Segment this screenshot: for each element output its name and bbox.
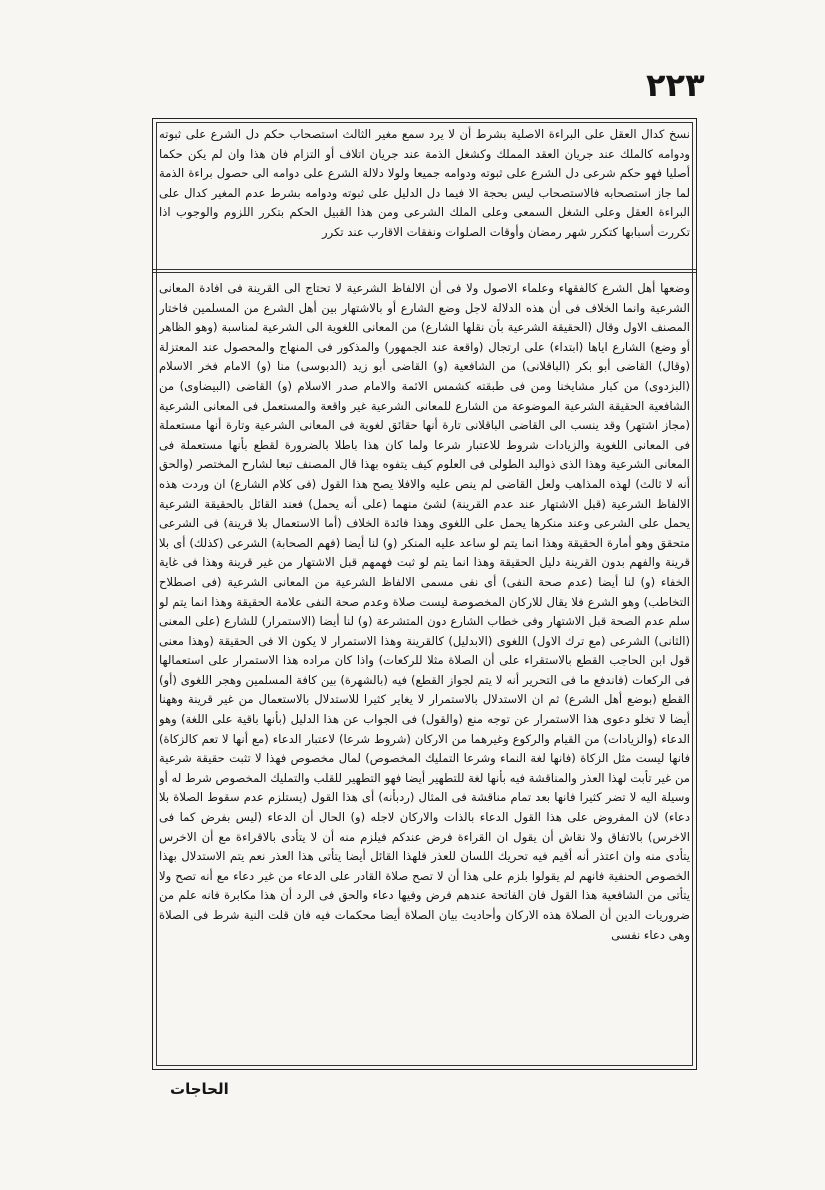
page-frame (152, 118, 697, 1070)
page-number: ٢٢٣ (646, 66, 705, 104)
divider (153, 269, 696, 270)
text-block: نسخ كدال العقل على البراءة الاصلية بشرط أن لا يرد سمع مغير الثالث استصحاب حكم دل الشرع على ثبوته ودوامه كالملك عند جريان العقد المملك وكشغل الذمة عند جريان اتلاف أو التزام فان هذا وان لم يكن حكما أصليا فهو حكم شرعى دل الشرع على ثبوته ودوامه جميعا ولولا دلالة الشرع على دوامه الى حصول براءة الذمة لما جاز استصحابه فالاستصحاب ليس بحجة الا فيما دل الدليل على ثبوته ودوامه بشرط عدم المغير كدال على البراءة العقل وعلى الشغل السمعى وعلى الملك الشرعى ومن هذا القبيل الحكم بتكرر اللزوم والوجوب اذا تكررت أسبابها كتكرر شهر رمضان وأوقات الصلوات ونفقات الاقارب عند تكرر (159, 127, 690, 239)
catchword: الحاجات (170, 1080, 229, 1098)
text-block: وضعها أهل الشرع كالفقهاء وعلماء الاصول ولا فى أن الالفاظ الشرعية لا تحتاج الى القرينة فى افادة المعانى الشرعية وانما الخلاف فى أن هذه الدلالة لاجل وضع الشارع أو بالاشتهار بين أهل الشرع من المسلمين فاختار المصنف الاول وقال (الحقيقة الشرعية بأن نقلها الشارع) من المعانى اللغوية الى الشرعية لمناسبة (وهو الظاهر أو وضع) الشارع اياها (ابتداء) على ارتجال (واقعة عند الجمهور) والمذكور فى المنهاج والمحصول عند المعتزلة (وقال) القاضى أبو بكر (الباقلانى) من الشافعية (و) القاضى أبو زيد (الدبوسى) منا (و) الامام فخر الاسلام (البزدوى) من كبار مشايخنا ومن فى طبقته كشمس الائمة والامام صدر الاسلام (و) القاضى (البيضاوى) من الشافعية الحقيقة الشرعية الموضوعة من الشارع للمعانى الشرعية غير واقعة والمستعمل فى المعانى الشرعية (مجاز اشتهر) وقد ينسب الى القاضى الباقلانى تارة أنها حقائق لغوية فى المعانى الشرعية وتارة أنها مستعملة فى المعانى اللغوية والزيادات شروط للاعتبار شرعا ولما كان هذا باطلا بالضرورة لقطع بأنها مستعملة فى المعانى الشرعية وهذا الذى ذوالبد الطولى فى العلوم كيف يتفوه بهذا قال المصنف تبعا لشارح المختصر (والحق أنه لا ثالث) لهذه المذاهب ولعل القاضى لم ينص عليه والافلا يصح هذا القول (فى كلام الشارع) ان وردت هذه الالفاظ الشرعية (قبل الاشتهار عند عدم القرينة) لشئ منهما (على أنه يحمل) فعند القائل بالحقيقة الشرعية يحمل على الشرعى وعند منكرها يحمل على اللغوى وهذا فائدة الخلاف (أما الاستعمال بلا قرينة) فى الشرعى متحقق وهو أمارة الحقيقة وهذا انما يتم لو ساعد عليه المنكر (و) لنا أيضا (فهم الصحابة) الشرعى (كذلك) أى بلا قرينة والفهم بدون القرينة دليل الحقيقة وهذا انما يتم لو ثبت فهمهم قبل الاشتهار من غير قرينة وهذا فى غاية الخفاء (و) لنا أيضا (عدم صحة النفى) أى نفى مسمى الالفاظ الشرعية من المعانى الشرعية (فى اصطلاح التخاطب) وهو الشرع فلا يقال للاركان المخصوصة ليست صلاة وعدم صحة النفى علامة الحقيقة وهذا انما يتم لو سلم عدم الصحة قبل الاشتهار وفى خطاب الشارع دون المتشرعة (و) لنا أيضا (الاستمرار) للشارع (على المعنى (الثانى) الشرعى (مع ترك الاول) اللغوى (الابدليل) كالقرينة وهذا الاستمرار لا يكون الا فى الحقيقة (وهذا معنى قول ابن الحاجب القطع بالاستقراء على أن الصلاة مثلا للركعات) واذا كان مراده هذا الاستمرار على استعمالها فى الركعات (فاندفع ما فى التحرير أنه لا يتم لجواز القطع) فيه (بالشهرة) بين كافة المسلمين وهجر اللغوى (أو) القطع (بوضع أهل الشرع) ثم ان الاستدلال بالاستمرار لا يغاير كثيرا للاستدلال بالاستعمال من غير قرينة وههنا أيضا لا تخلو دعوى هذا الاستمرار عن توجه منع (والقول) فى الجواب عن هذا الدليل (بأنها باقية على اللغة) وهو الدعاء (والزيادات) من القيام والركوع وغيرهما من الاركان (شروط شرعا) لاعتبار الدعاء (مع أنها لا تعم كالزكاة) فانها ليست مثل الزكاة (فانها لغة النماء وشرعا التمليك المخصوص) لمال مخصوص فهذا لا تثبت حقيقة شرعية من غير تأبت لهذا العذر والمناقشة فيه بأنها لغة للتطهير أيضا فهو التطهير للقلب والتمليك المخصوص شرط له أو وسيلة اليه لا تضر كثيرا فانها بعد تمام مناقشة فى المثال (ردبأنه) أى هذا القول (يستلزم عدم سقوط الصلاة بلا دعاء) لان المفروض على هذا القول الدعاء بالذات والاركان لاجله (و) الحال أن الدعاء (ليس بفرض كما فى الاخرس) بالاتفاق ولا نقاش أن يقول ان القراءة فرض عندكم فيلزم منه أن لا يتأدى بالاقراءة مع أن الاخرس يتأدى منه وان اعتذر أنه أقيم فيه تحريك اللسان للعذر فلهذا القائل أيضا يتأتى هذا العذر نعم يتم الاستدلال بهذا الخصوص الحنفية فانهم لم يقولوا بلزم على هذا أن لا تصح صلاة القادر على الدعاء من غير دعاء مع أنه تصح ولا يتأتى من الشافعية هذا القول فان الفاتحة عندهم فرض وفيها دعاء والحق فى الرد أن هذا مكابرة فانه علم من ضروريات الدين أن الصلاة هذه الاركان وأحاديث بيان الصلاة أيضا محكمات فيه فان قلت النية شرط فى الصلاة وهى دعاء نفسى (159, 281, 690, 942)
divider (153, 272, 696, 273)
